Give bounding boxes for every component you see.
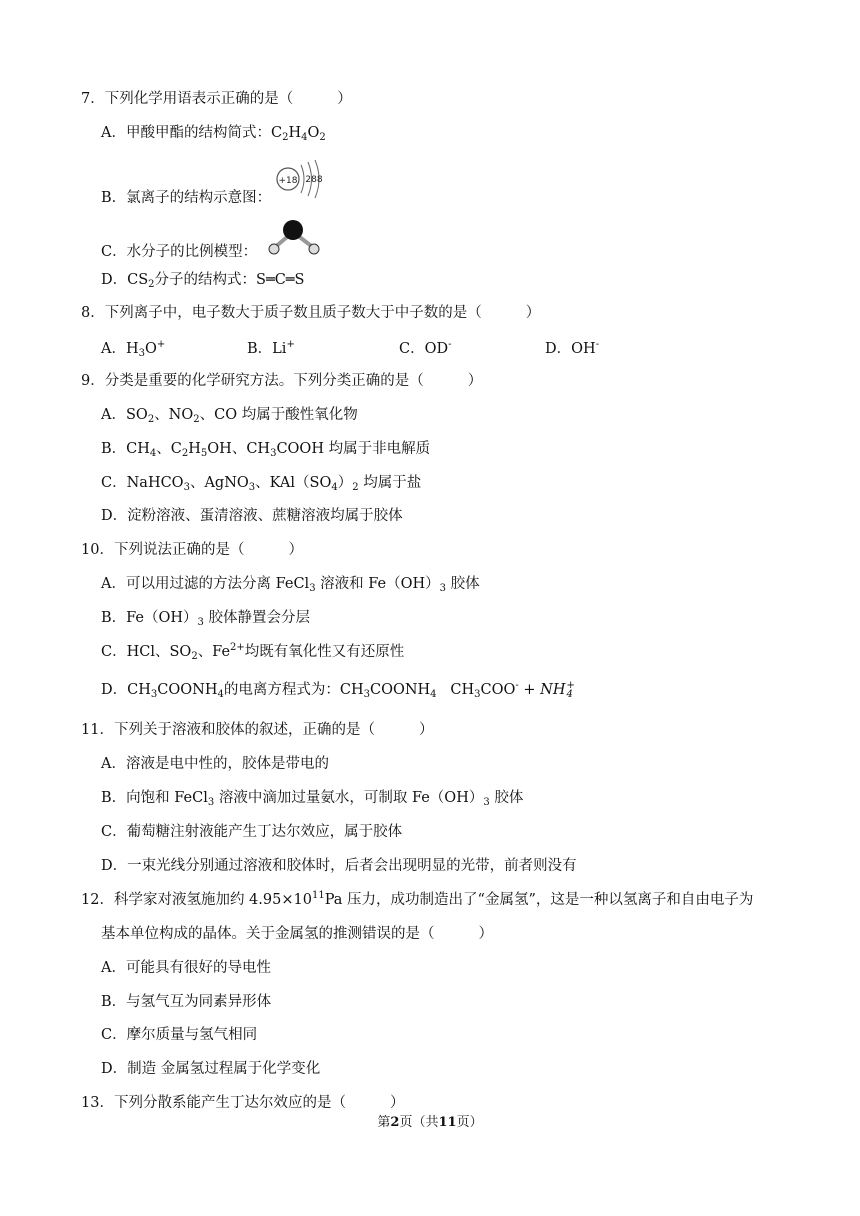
question-11-stem: 11．下列关于溶液和胶体的叙述，正确的是（ ）	[81, 722, 434, 738]
q12-option-c: C．摩尔质量与氢气相同	[101, 1027, 258, 1043]
q7-option-d: D．$CS_2$分子的结构式：S═C═S	[101, 272, 305, 290]
q9-option-c: C．NaHCO$_3$、AgNO$_3$、$KAl(SO_4)_2$ 均属于盐	[101, 475, 422, 493]
q10-option-a: A．可以用过滤的方法分离 FeCl$_3$ 溶液和 $Fe(OH)_3$ 胶体	[101, 576, 480, 594]
q8-option-b: B．Li+	[247, 339, 295, 357]
question-7-stem: 7．下列化学用语表示正确的是（ ）	[81, 91, 352, 107]
q12-option-a: A．可能具有很好的导电性	[101, 960, 271, 976]
q12-option-b: B．与氢气互为同素异形体	[101, 994, 272, 1010]
q9-option-a: A．$SO_2$、$NO_2$、CO 均属于酸性氧化物	[101, 407, 358, 425]
q7-option-a: A．甲酸甲酯的结构简式：$C_2H_4O_2$	[101, 125, 326, 143]
page-footer: 第2页（共11页）	[377, 1115, 483, 1130]
q10-option-c: C．HCl、$SO_2$、$Fe^{2+}$均既有氧化性又有还原性	[101, 642, 405, 662]
q11-option-b: B．向饱和 FeCl$_3$ 溶液中滴加过量氨水，可制取 $Fe(OH)_3$ 胶体	[101, 790, 524, 808]
q11-option-c: C．葡萄糖注射液能产生丁达尔效应，属于胶体	[101, 824, 403, 840]
q12-option-d: D．制造 金属氢过程属于化学变化	[101, 1061, 321, 1077]
q11-option-d: D．一束光线分别通过溶液和胶体时，后者会出现明显的光带，前者则没有	[101, 858, 577, 874]
q9-option-b: B．$CH_4$、$C_2H_5OH$、$CH_3COOH$ 均属于非电解质	[101, 441, 431, 459]
water-space-filling-model	[260, 218, 326, 258]
question-8-stem: 8．下列离子中，电子数大于质子数且质子数大于中子数的是（ ）	[81, 305, 541, 321]
q8-option-c: C．OD-	[399, 339, 452, 357]
q11-option-a: A．溶液是电中性的，胶体是带电的	[101, 756, 329, 772]
question-12-stem: 12．科学家对液氢施加约 $4.95\times 10^{11}Pa$ 压力，成功制造出了“金属氢”，这是一种以氢离子和自由电子为	[81, 890, 754, 908]
question-13-stem: 13．下列分散系能产生丁达尔效应的是（ ）	[81, 1095, 405, 1111]
svg-text:288: 288	[305, 175, 323, 185]
chloride-ion-structure-diagram	[272, 158, 334, 200]
q10-option-b: B．$Fe(OH)_3$ 胶体静置会分层	[101, 610, 311, 628]
q9-option-d: D．淀粉溶液、蛋清溶液、蔗糖溶液均属于胶体	[101, 508, 403, 524]
question-10-stem: 10．下列说法正确的是（ ）	[81, 542, 303, 558]
question-9-stem: 9．分类是重要的化学研究方法。下列分类正确的是（ ）	[81, 373, 483, 389]
q10-option-d: D．$CH_3COONH_4$的电离方程式为：$CH_3COONH_4$ $CH_3COO^-$ + NH + 4	[101, 680, 575, 700]
q8-option-a: A．$H_3O^+$	[101, 339, 166, 359]
q7-option-c: C．水分子的比例模型：	[101, 244, 258, 260]
svg-text:+18: +18	[278, 176, 298, 186]
q8-option-d: D．OH-	[545, 339, 600, 357]
question-12-stem-line2: 基本单位构成的晶体。关于金属氢的推测错误的是（ ）	[101, 926, 493, 942]
q7-option-b: B．氯离子的结构示意图：	[101, 190, 272, 206]
